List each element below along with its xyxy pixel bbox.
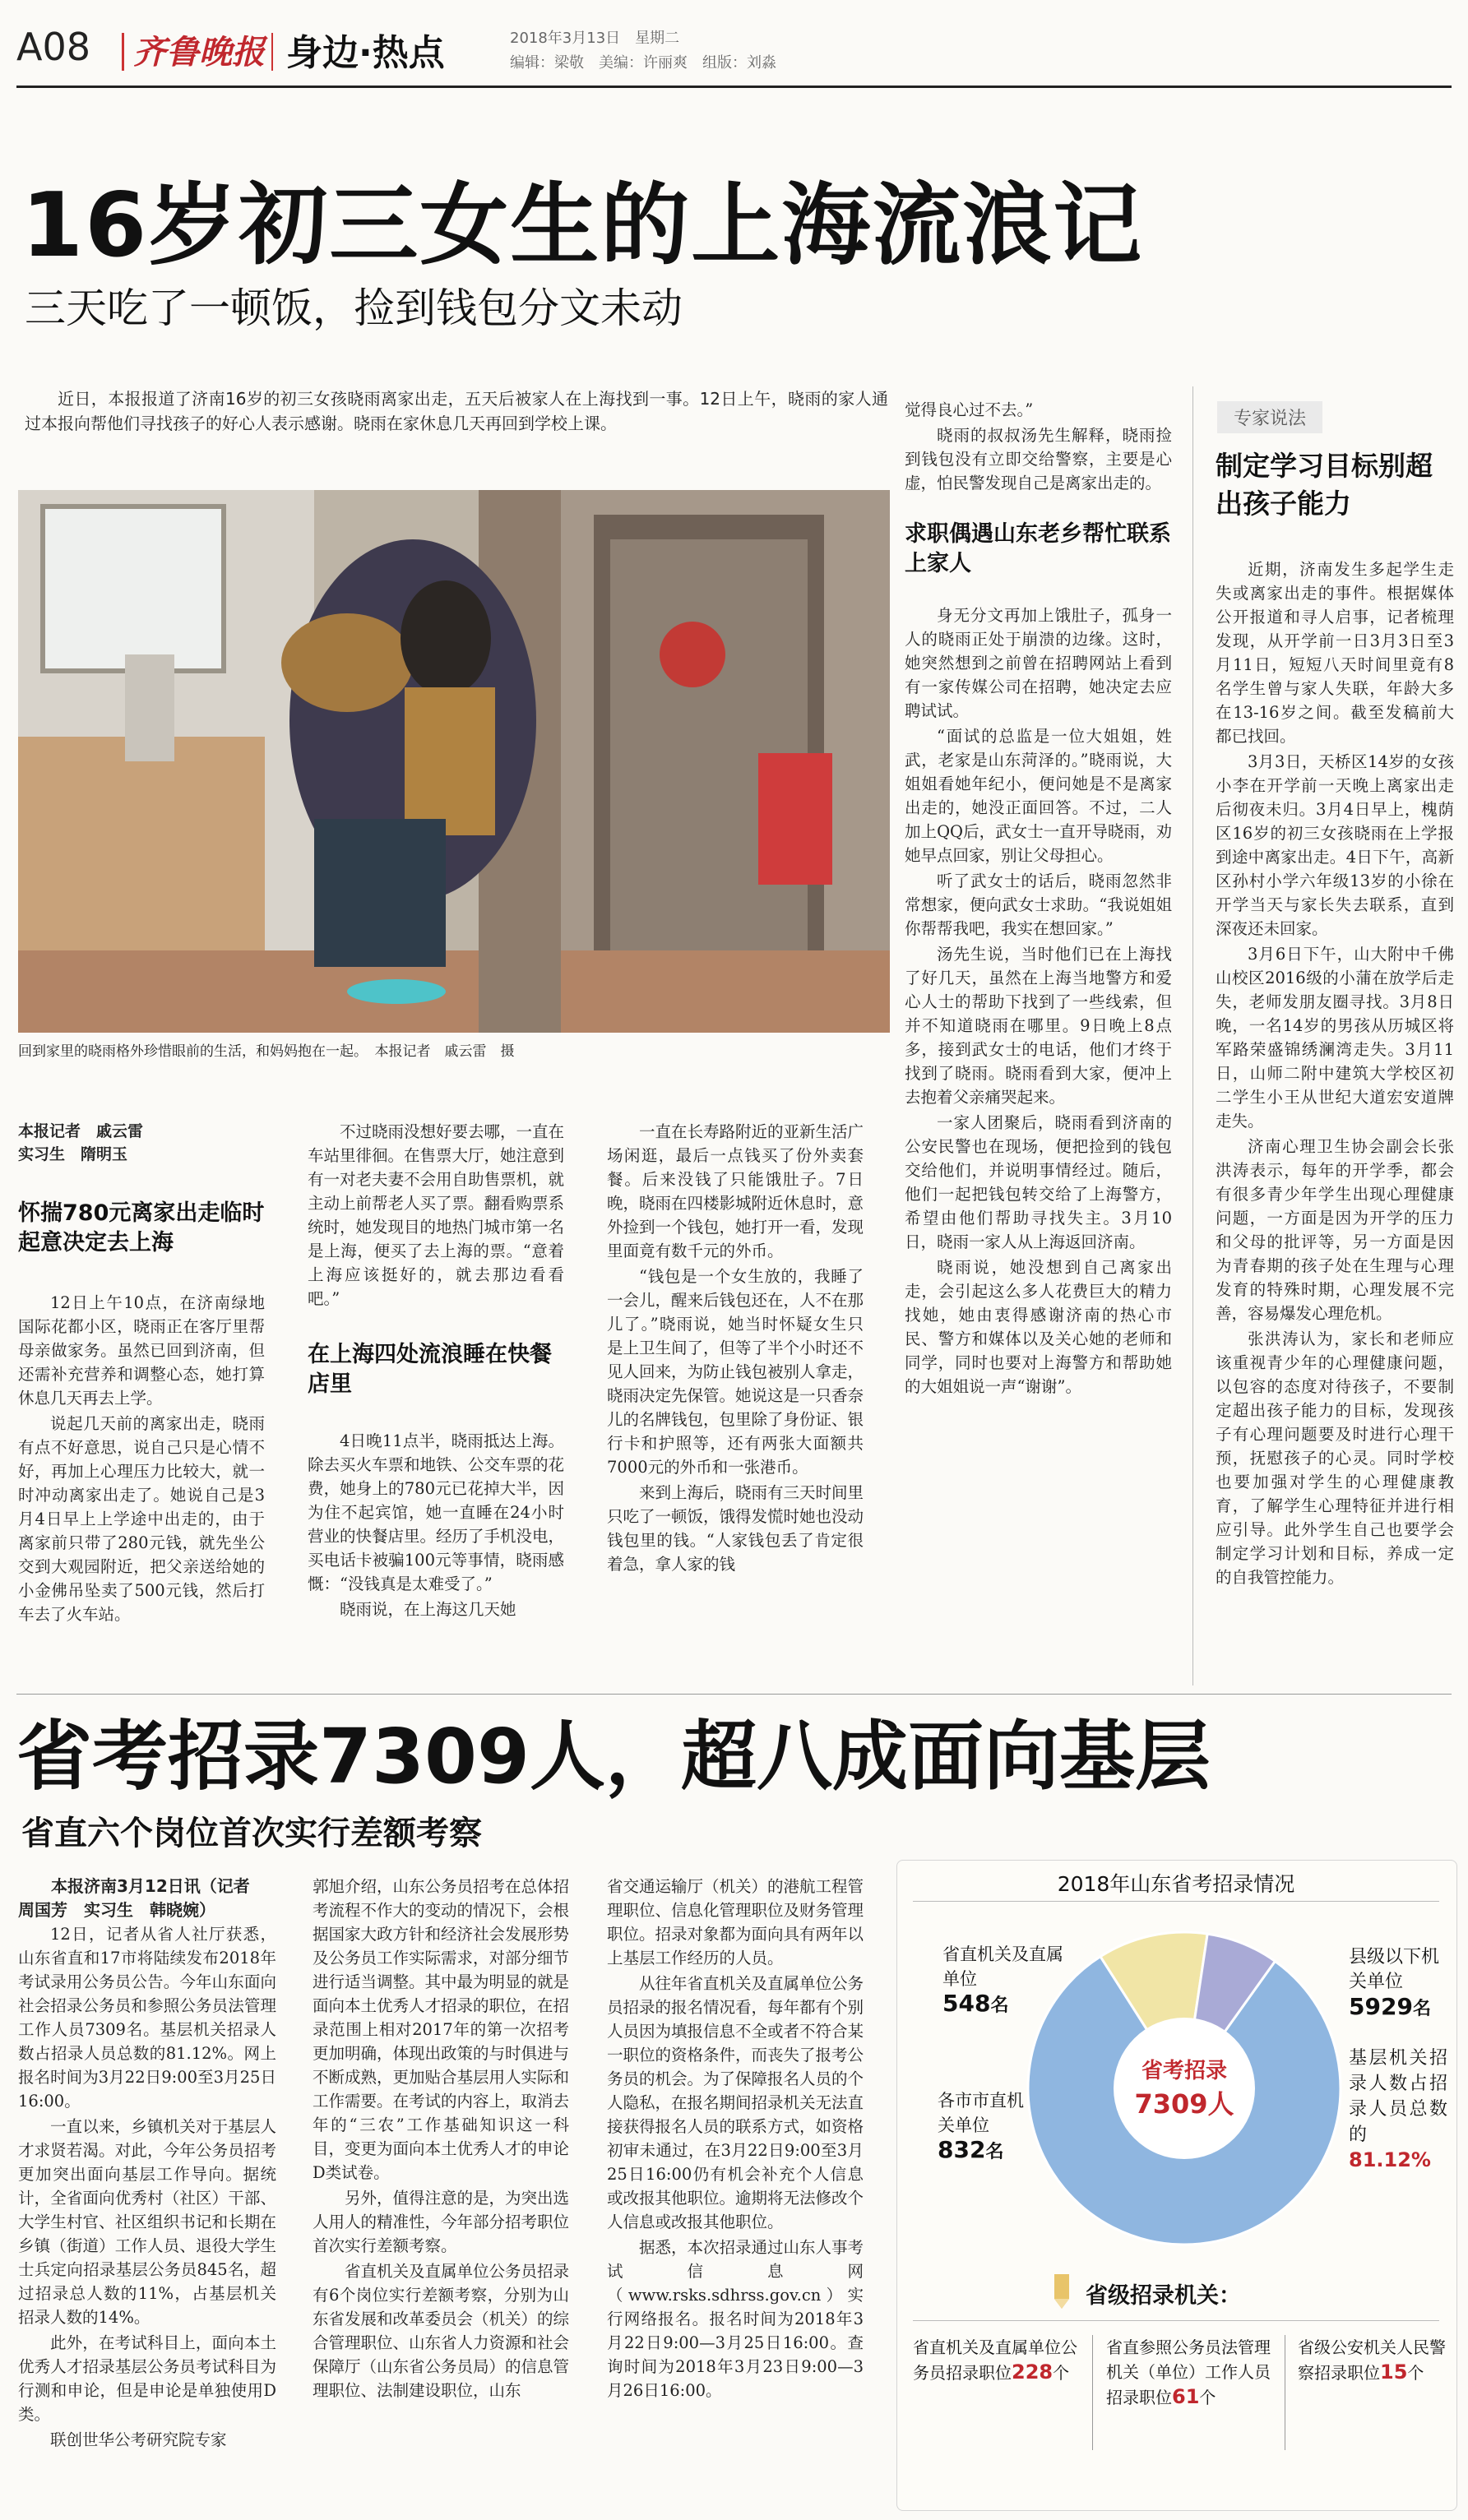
subheadline: 三天吃了一顿饭，捡到钱包分文未动 xyxy=(25,284,683,332)
paragraph: 觉得良心过不去。” xyxy=(905,400,1034,419)
breakdown-value-3: 15 xyxy=(1380,2360,1408,2384)
byline-intern: 实习生 隋明玉 xyxy=(18,1145,128,1163)
legend-city xyxy=(938,2088,1028,2165)
section-title: 身边·热点 xyxy=(286,32,445,74)
value: 832 xyxy=(938,2136,986,2163)
legend-unit: 名 xyxy=(985,2142,1004,2162)
annotation-value: 81.12% xyxy=(1349,2148,1431,2171)
breakdown-divider-1 xyxy=(1092,2335,1093,2450)
legend-county-name: 县级以下机关单位 xyxy=(1349,1947,1440,1992)
sidebar-body xyxy=(1216,557,1454,1684)
page-number: A08 xyxy=(16,25,91,69)
paragraph: 3月3日，天桥区14岁的女孩小李在开学前一天晚上离家出走后彻夜未归。3月4日早上，槐荫区16岁的初三女孩晓雨在上学报到途中离家出走。4日下午，高新区孙村小学六年级13岁的小徐在开学当天与家长失去联系，直到深夜还未回家。 xyxy=(1216,752,1454,938)
sidebar-divider xyxy=(1192,386,1193,1685)
legend-provincial xyxy=(942,1942,1066,2018)
paragraph: 3月6日下午，山大附中千佛山校区2016级的小蒲在放学后走失，老师发朋友圈寻找。3月8日晚，一名14岁的男孩从历城区将军路荣盛锦绣澜湾走失。3月11日，山师二附中建筑大学校区初二学生小王从世纪大道宏安道牌走失。 xyxy=(1216,945,1454,1131)
paragraph: 联创世华公考研究院专家 xyxy=(50,2430,227,2449)
breakdown-item-2 xyxy=(1106,2335,1271,2410)
subhead-2: 在上海四处流浪睡在快餐店里 xyxy=(308,1342,552,1397)
paragraph: 张洪涛认为，家长和老师应该重视青少年的心理健康问题，以包容的态度对待孩子，不要制定超出孩子能力的目标，发现孩子有心理问题要及时进行心理干预，抚慰孩子的心灵。同时学校也要加强对学生的心理健康教育，了解学生心理特征并进行相应引导。此外学生自己也要学会制定学习计划和目标，养成一定的自我管控能力。 xyxy=(1216,1329,1454,1587)
news-photo xyxy=(18,490,890,1033)
pie-annotation xyxy=(1349,2046,1447,2174)
paragraph: 据悉，本次招录通过山东人事考试信息网（www.rsks.sdhrss.gov.cn）实行网络报名。报名时间为2018年3月22日9:00—3月25日16:00。查询时间为2018年3月23日9:00—3月26日16:00。 xyxy=(607,2238,864,2400)
breakdown-rule xyxy=(913,2320,1439,2321)
subheadline-2: 省直六个岗位首次实行差额考察 xyxy=(21,1815,482,1852)
weekday: 星期二 xyxy=(635,30,680,47)
story2-col1 xyxy=(18,1875,276,2499)
story1-col2-body-bottom xyxy=(308,1429,564,1621)
story1-col4 xyxy=(905,398,1172,1681)
paragraph: 另外，值得注意的是，为突出选人用人的精准性，今年部分招考职位首次实行差额考察。 xyxy=(313,2189,569,2255)
story2-byline: 本报济南3月12日讯（记者 周国芳 实习生 韩晓婉） xyxy=(18,1876,266,1920)
breakdown-label-2: 省直参照公务员法管理机关（单位）工作人员招录职位 xyxy=(1106,2337,1271,2407)
photo-caption: 回到家里的晓雨格外珍惜眼前的生活，和妈妈抱在一起。 本报记者 戚云雷 摄 xyxy=(18,1043,515,1060)
masthead-divider-2 xyxy=(271,33,273,71)
legend-unit: 名 xyxy=(990,1995,1009,2016)
story1-col3-body xyxy=(607,1120,864,1576)
paragraph: 晓雨的叔叔汤先生解释，晓雨捡到钱包没有立即交给警察，主要是心虚，怕民警发现自己是离家出走的。 xyxy=(905,426,1172,492)
legend-unit: 名 xyxy=(1412,1999,1431,2019)
paragraph: 一直在长寿路附近的亚新生活广场闲逛，最后一点钱买了份外卖套餐。后来没钱了只能饿肚子。7日晚，晓雨在四楼影城附近休息时，意外捡到一个钱包，她打开一看，发现里面竟有数千元的外币。 xyxy=(607,1122,864,1260)
paragraph: 不过晓雨没想好要去哪，一直在车站里徘徊。在售票大厅，她注意到有一对老夫妻不会用自助售票机，就主动上前帮老人买了票。翻看购票系统时，她发现目的地热门城市第一名是上海，便买了去上海的票。“意着上海应该挺好的，就去那边看看吧。” xyxy=(308,1122,564,1308)
annotation-text: 基层机关招录人数占招录人员总数的 xyxy=(1349,2048,1447,2145)
pencil-icon xyxy=(1044,2271,1077,2312)
paragraph: 晓雨说，她没想到自己离家出走，会引起这么多人花费巨大的精力找她，她由衷得感谢济南的热心市民、警方和媒体以及关心她的老师和同学，同时也要对上海警方和帮助她的大姐姐说一声“谢谢”。 xyxy=(905,1258,1172,1396)
breakdown-item-3 xyxy=(1298,2335,1446,2385)
story2-col2-body xyxy=(313,1875,569,2402)
story1-col1-body xyxy=(18,1291,265,1626)
breakdown-unit-3: 个 xyxy=(1407,2363,1424,2383)
paragraph: 省直机关及直属单位公务员招录有6个岗位实行差额考察，分别为山东省发展和改革委员会（机关）的综合管理职位、山东省人力资源和社会保障厅（山东省公务员局）的信息管理职位、法制建设职位，山东 xyxy=(313,2262,569,2400)
headline-2: 省考招录7309人，超八成面向基层 xyxy=(16,1713,1211,1801)
credits: 编辑：梁敬 美编：许丽爽 组版：刘淼 xyxy=(510,54,776,72)
paragraph: 身无分文再加上饿肚子，孤身一人的晓雨正处于崩溃的边缘。这时，她突然想到之前曾在招聘网站上看到有一家传媒公司在招聘，她决定去应聘试试。 xyxy=(905,606,1172,720)
paper-logo: 齐鲁晚报 xyxy=(133,33,265,72)
story2-col2 xyxy=(313,1875,569,2499)
paragraph: 4日晚11点半，晓雨抵达上海。除去买火车票和地铁、公交车票的花费，她身上的780元已花掉大半，因为住不起宾馆，她一直睡在24小时营业的快餐店里。经历了手机没电，买电话卡被骗100元等事情，晓雨感慨：“没钱真是太难受了。” xyxy=(308,1431,564,1593)
story2-col1-body xyxy=(18,1922,276,2452)
masthead-rule xyxy=(16,86,1452,88)
legend-provincial-value xyxy=(942,1991,1066,2018)
pie-center-label: 省考招录 xyxy=(1141,2059,1227,2083)
story1-col2-body-top xyxy=(308,1120,564,1311)
paragraph: “面试的总监是一位大姐姐，姓武，老家是山东菏泽的。”晓雨说，大姐姐看她年纪小，便问她是不是离家出走的，她没正面回答。不过，二人加上QQ后，武女士一直开导晓雨，劝她早点回家，别让父母担心。 xyxy=(905,727,1172,865)
paragraph: 郭旭介绍，山东公务员招考在总体招考流程不作大的变动的情况下，会根据国家大政方针和经济社会发展形势及公务员工作实际需求，对部分细节进行适当调整。其中最为明显的就是面向本土优秀人才招录的职位，在招录范围上相对2017年的第一次招考更加明确，体现出政策的与时俱进与不断成熟，更加贴合基层用人实际和工作需要。在考试的内容上，取消去年的“三农”工作基础知识这一科目，变更为面向本土优秀人才的申论D类试卷。 xyxy=(313,1877,569,2182)
legend-city-value xyxy=(938,2138,1028,2165)
paragraph: 近期，济南发生多起学生走失或离家出走的事件。根据媒体公开报道和寻人启事，记者梳理发现，从开学前一日3月3日至3月11日，短短八天时间里竟有8名学生曾与家人失联，年龄大多在13-16岁之间。截至发稿前大都已找回。 xyxy=(1216,560,1454,746)
infographic-title: 2018年山东省考招录情况 xyxy=(1057,1872,1295,1896)
story2-col3-body xyxy=(607,1875,864,2402)
paragraph: 济南心理卫生协会副会长张洪涛表示，每年的开学季，都会有很多青少年学生出现心理健康问题，一方面是因为开学的压力和父母的批评等，另一方面是因为青春期的孩子处在生理与心理发育的特殊时期，心理发展不完善，容易爆发心理危机。 xyxy=(1216,1137,1454,1323)
sidebar-tag: 专家说法 xyxy=(1217,401,1322,433)
legend-provincial-name: 省直机关及直属单位 xyxy=(942,1944,1063,1989)
breakdown-value-2: 61 xyxy=(1172,2385,1200,2408)
pie-center-value: 7309人 xyxy=(1134,2088,1234,2120)
headline: 16岁初三女生的上海流浪记 xyxy=(21,174,1144,277)
sidebar-title: 制定学习目标别超出孩子能力 xyxy=(1216,450,1433,520)
paragraph: 来到上海后，晓雨有三天时间里只吃了一顿饭，饿得发慌时她也没动钱包里的钱。“人家钱包丢了肯定很着急，拿人家的钱 xyxy=(607,1483,864,1574)
story1-col1 xyxy=(18,1120,265,1679)
sidebar-paragraphs xyxy=(1216,557,1454,1589)
paragraph: 听了武女士的话后，晓雨忽然非常想家，便向武女士求助。“我说姐姐你帮帮我吧，我实在想回家。” xyxy=(905,872,1172,938)
issue-date xyxy=(510,26,679,48)
story1-col2 xyxy=(308,1120,564,1679)
paragraph: 说起几天前的离家出走，晓雨有点不好意思，说自己只是心情不好，再加上心理压力比较大，就一时冲动离家出走了。她说自己是3月4日早上上学途中出走的，由于离家前只带了280元钱，就先坐公交到大观园附近，把父亲送给她的小金佛吊坠卖了500元钱，然后打车去了火车站。 xyxy=(18,1414,265,1624)
legend-county xyxy=(1349,1945,1447,2022)
story1-col3 xyxy=(607,1120,864,1679)
date: 2018年3月13日 xyxy=(510,30,621,47)
photo-illustration xyxy=(18,490,890,1033)
paragraph: 12日上午10点，在济南绿地国际花都小区，晓雨正在客厅里帮母亲做家务。虽然已回到济南，但还需补充营养和调整心态，她打算休息几天再去上学。 xyxy=(18,1293,265,1408)
paragraph: 一直以来，乡镇机关对于基层人才求贤若渴。对此，今年公务员招考更加突出面向基层工作导向。据统计，全省面向优秀村（社区）干部、大学生村官、社区组织书记和长期在乡镇（街道）工作人员、退役大学生士兵定向招录基层公务员845名，超过招录总人数的11%，占基层机关招录人数的14%。 xyxy=(18,2117,276,2327)
paragraph: 省交通运输厅（机关）的港航工程管理职位、信息化管理职位及财务管理职位。招录对象都为面向具有两年以上基层工作经历的人员。 xyxy=(607,1877,864,1967)
paragraph: 12日，记者从省人社厅获悉，山东省直和17市将陆续发布2018年考试录用公务员公告。今年山东面向社会招录公务员和参照公务员法管理工作人员7309名。基层机关招录人数占招录人员总数的81.12%。网上报名时间为3月22日9:00至3月25日16:00。 xyxy=(18,1925,276,2111)
masthead-divider xyxy=(122,33,124,71)
paragraph: “钱包是一个女生放的，我睡了一会儿，醒来后钱包还在，人不在那儿了。”晓雨说，她当时怀疑女生只是上卫生间了，但等了半个小时还不见人回来，为防止钱包被别人拿走，晓雨决定先保管。她说这是一只香奈儿的名牌钱包，包里除了身份证、银行卡和护照等，还有两张大面额共7000元的外币和一张港币。 xyxy=(607,1267,864,1477)
value: 5929 xyxy=(1349,1993,1413,2020)
paragraph: 晓雨说，在上海这几天她 xyxy=(340,1600,516,1619)
subhead-3: 求职偶遇山东老乡帮忙联系上家人 xyxy=(905,521,1171,576)
subhead-1: 怀揣780元离家出走临时起意决定去上海 xyxy=(18,1200,265,1255)
paragraph: 从往年省直机关及直属单位公务员招录的报名情况看，每年都有个别人员因为填报信息不全或者不符合某一职位的资格条件，而丧失了报考公务员的机会。为了保障报名人员的个人隐私，在报名期间招录机关无法直接获得报名人员的联系方式，如资格初审未通过，在3月22日9:00至3月25日16:00仍有机会补充个人信息或改报其他职位。逾期将无法修改个人信息或改报其他职位。 xyxy=(607,1974,864,2231)
byline-reporter: 本报记者 戚云雷 xyxy=(18,1122,144,1140)
lead-text: 近日，本报报道了济南16岁的初三女孩晓雨离家出走，五天后被家人在上海找到一事。12日上午，晓雨的家人通过本报向帮他们寻找孩子的好心人表示感谢。晓雨在家休息几天再回到学校上课。 xyxy=(25,389,888,433)
paragraph: 一家人团聚后，晓雨看到济南的公安民警也在现场，便把捡到的钱包交给他们，并说明事情经过。随后，他们一起把钱包转交给了上海警方，希望由他们帮助寻找失主。3月10日，晓雨一家人从上海返回济南。 xyxy=(905,1113,1172,1251)
story1-col4-body-top xyxy=(905,398,1172,495)
legend-county-value xyxy=(1349,1995,1447,2022)
breakdown-value-1: 228 xyxy=(1012,2360,1054,2384)
paragraph: 此外，在考试科目上，面向本土优秀人才招录基层公务员考试科目为行测和申论，但是申论是单独使用D类。 xyxy=(18,2333,276,2424)
breakdown-unit-2: 个 xyxy=(1199,2388,1216,2407)
breakdown-label-3: 省级公安机关人民警察招录职位 xyxy=(1298,2337,1446,2383)
legend-city-name: 各市市直机关单位 xyxy=(938,2091,1024,2135)
breakdown-label-1: 省直机关及直属单位公务员招录职位 xyxy=(913,2337,1077,2383)
story2-col3 xyxy=(607,1875,864,2499)
paragraph: 汤先生说，当时他们已在上海找了好几天，虽然在上海当地警方和爱心人士的帮助下找到了一些线索，但并不知道晓雨在哪里。9日晚上8点多，接到武女士的电话，他们才终于找到了晓雨。晓雨看到大家，便冲上去抱着父亲痛哭起来。 xyxy=(905,945,1172,1107)
value: 548 xyxy=(942,1990,991,2017)
level-title: 省级招录机关： xyxy=(1086,2283,1241,2309)
lead-paragraph xyxy=(25,386,888,452)
infographic-title-rule xyxy=(913,1901,1439,1902)
breakdown-item-1 xyxy=(913,2335,1077,2385)
story1-col4-body-bottom xyxy=(905,603,1172,1399)
breakdown-unit-1: 个 xyxy=(1053,2363,1070,2383)
story-separator xyxy=(16,1694,1452,1695)
